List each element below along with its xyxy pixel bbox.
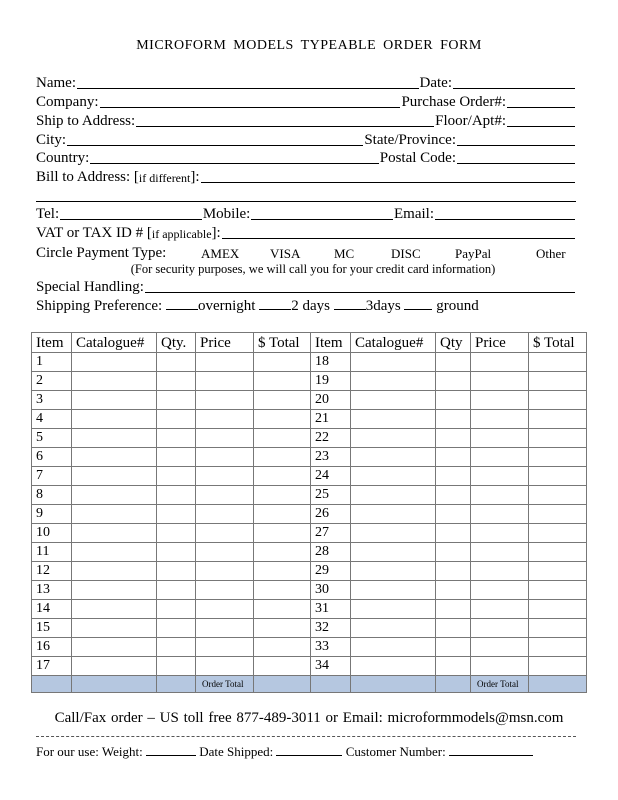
table-row xyxy=(32,448,587,467)
item-number-cell: 29 xyxy=(311,562,351,581)
ship-to-label: Ship to Address: xyxy=(36,113,136,129)
price-cell[interactable] xyxy=(196,486,254,505)
table-row xyxy=(32,543,587,562)
vat-row xyxy=(36,223,576,242)
name-date-row xyxy=(36,73,576,92)
state-field[interactable] xyxy=(457,131,575,146)
table-row xyxy=(32,581,587,600)
total-cell[interactable] xyxy=(529,486,587,505)
country-row xyxy=(36,148,576,167)
price-cell[interactable] xyxy=(196,391,254,410)
contact-row xyxy=(36,204,576,223)
header-item-right: Item xyxy=(311,333,351,353)
catalogue-cell[interactable] xyxy=(351,505,436,524)
payment-row xyxy=(36,243,576,262)
shipping-preference-row xyxy=(36,296,479,315)
item-number-cell: 1 xyxy=(32,353,72,372)
contact-line: Call/Fax order – US toll free 877-489-3011 or Email: microformmodels@msn.com xyxy=(54,710,564,726)
total-row-spacer xyxy=(157,676,196,693)
table-row xyxy=(32,391,587,410)
price-cell[interactable] xyxy=(471,524,529,543)
table-row xyxy=(32,562,587,581)
qty-cell[interactable] xyxy=(436,391,471,410)
catalogue-cell[interactable] xyxy=(351,524,436,543)
catalogue-cell[interactable] xyxy=(351,448,436,467)
vat-label-end: ]: xyxy=(211,225,221,241)
item-number-cell: 19 xyxy=(311,372,351,391)
catalogue-cell[interactable] xyxy=(72,562,157,581)
item-number-cell: 18 xyxy=(311,353,351,372)
shipping-3days-blank[interactable] xyxy=(334,296,366,310)
payment-option-disc[interactable]: DISC xyxy=(391,246,421,261)
qty-cell[interactable] xyxy=(157,505,196,524)
catalogue-cell[interactable] xyxy=(72,543,157,562)
price-cell[interactable] xyxy=(196,524,254,543)
bill-to-label-end: ]: xyxy=(190,169,200,185)
total-cell[interactable] xyxy=(254,486,311,505)
total-cell[interactable] xyxy=(254,391,311,410)
catalogue-cell[interactable] xyxy=(72,581,157,600)
catalogue-cell[interactable] xyxy=(72,429,157,448)
table-row xyxy=(32,429,587,448)
total-cell[interactable] xyxy=(254,638,311,657)
order-total-value[interactable] xyxy=(254,676,311,693)
header-catalogue-right: Catalogue# xyxy=(351,333,436,353)
date-shipped-label: Date Shipped: xyxy=(199,744,274,759)
total-cell[interactable] xyxy=(254,524,311,543)
total-cell[interactable] xyxy=(529,638,587,657)
shipping-ground-label: ground xyxy=(436,298,479,314)
order-total-row xyxy=(32,676,587,693)
dashed-divider xyxy=(36,736,576,737)
total-cell[interactable] xyxy=(529,391,587,410)
price-cell[interactable] xyxy=(196,429,254,448)
item-number-cell: 2 xyxy=(32,372,72,391)
catalogue-cell[interactable] xyxy=(72,391,157,410)
total-cell[interactable] xyxy=(254,562,311,581)
item-number-cell: 30 xyxy=(311,581,351,600)
weight-label: For our use: Weight: xyxy=(36,744,143,759)
floor-label: Floor/Apt#: xyxy=(435,113,506,129)
payment-option-mc[interactable]: MC xyxy=(334,246,355,261)
qty-cell[interactable] xyxy=(436,353,471,372)
catalogue-cell[interactable] xyxy=(72,372,157,391)
table-row xyxy=(32,372,587,391)
qty-cell[interactable] xyxy=(157,524,196,543)
item-number-cell: 27 xyxy=(311,524,351,543)
table-row xyxy=(32,638,587,657)
total-cell[interactable] xyxy=(529,562,587,581)
bill-to-field[interactable] xyxy=(201,168,575,183)
item-number-cell: 7 xyxy=(32,467,72,486)
qty-cell[interactable] xyxy=(157,429,196,448)
total-cell[interactable] xyxy=(254,600,311,619)
price-cell[interactable] xyxy=(196,410,254,429)
ship-to-field[interactable] xyxy=(136,112,434,127)
qty-cell[interactable] xyxy=(436,600,471,619)
qty-cell[interactable] xyxy=(157,657,196,676)
qty-cell[interactable] xyxy=(157,581,196,600)
price-cell[interactable] xyxy=(471,372,529,391)
office-use-row xyxy=(36,744,533,760)
total-row-spacer xyxy=(72,676,157,693)
country-label: Country: xyxy=(36,150,90,166)
qty-cell[interactable] xyxy=(436,429,471,448)
price-cell[interactable] xyxy=(471,600,529,619)
shipping-2days-blank[interactable] xyxy=(259,296,291,310)
total-cell[interactable] xyxy=(254,429,311,448)
table-row xyxy=(32,353,587,372)
header-qty-right: Qty xyxy=(436,333,471,353)
qty-cell[interactable] xyxy=(436,467,471,486)
catalogue-cell[interactable] xyxy=(72,619,157,638)
qty-cell[interactable] xyxy=(436,410,471,429)
item-number-cell: 12 xyxy=(32,562,72,581)
qty-cell[interactable] xyxy=(157,391,196,410)
catalogue-cell[interactable] xyxy=(72,524,157,543)
city-row xyxy=(36,130,576,149)
table-row xyxy=(32,657,587,676)
price-cell[interactable] xyxy=(471,486,529,505)
order-table xyxy=(31,332,587,693)
total-cell[interactable] xyxy=(529,657,587,676)
item-number-cell: 33 xyxy=(311,638,351,657)
catalogue-cell[interactable] xyxy=(351,562,436,581)
catalogue-cell[interactable] xyxy=(351,391,436,410)
item-number-cell: 11 xyxy=(32,543,72,562)
item-number-cell: 21 xyxy=(311,410,351,429)
item-number-cell: 16 xyxy=(32,638,72,657)
table-row xyxy=(32,619,587,638)
qty-cell[interactable] xyxy=(436,448,471,467)
header-qty-left: Qty. xyxy=(157,333,196,353)
price-cell[interactable] xyxy=(471,619,529,638)
vat-label: VAT or TAX ID # [ xyxy=(36,225,152,241)
bill-to-label: Bill to Address: [ xyxy=(36,169,139,185)
catalogue-cell[interactable] xyxy=(72,467,157,486)
item-number-cell: 34 xyxy=(311,657,351,676)
payment-security-note: (For security purposes, we will call you for your credit card information) xyxy=(130,262,496,276)
postal-field[interactable] xyxy=(457,149,575,164)
email-field[interactable] xyxy=(435,205,575,220)
item-number-cell: 20 xyxy=(311,391,351,410)
header-catalogue-left: Catalogue# xyxy=(72,333,157,353)
total-row-spacer xyxy=(32,676,72,693)
item-number-cell: 6 xyxy=(32,448,72,467)
catalogue-cell[interactable] xyxy=(351,486,436,505)
qty-cell[interactable] xyxy=(436,543,471,562)
vat-note: if applicable xyxy=(151,227,212,241)
ship-to-row xyxy=(36,111,576,130)
table-header-row xyxy=(32,333,587,353)
qty-cell[interactable] xyxy=(157,638,196,657)
total-cell[interactable] xyxy=(254,372,311,391)
mobile-field[interactable] xyxy=(251,205,393,220)
order-total-label-right: Order Total xyxy=(471,676,529,693)
total-cell[interactable] xyxy=(529,581,587,600)
header-total-left: $ Total xyxy=(254,333,311,353)
total-cell[interactable] xyxy=(254,619,311,638)
shipping-overnight-blank[interactable] xyxy=(166,296,198,310)
price-cell[interactable] xyxy=(471,562,529,581)
price-cell[interactable] xyxy=(471,410,529,429)
qty-cell[interactable] xyxy=(157,562,196,581)
item-number-cell: 14 xyxy=(32,600,72,619)
price-cell[interactable] xyxy=(471,429,529,448)
catalogue-cell[interactable] xyxy=(351,467,436,486)
price-cell[interactable] xyxy=(196,353,254,372)
header-price-right: Price xyxy=(471,333,529,353)
price-cell[interactable] xyxy=(471,657,529,676)
item-number-cell: 23 xyxy=(311,448,351,467)
item-number-cell: 15 xyxy=(32,619,72,638)
total-cell[interactable] xyxy=(254,581,311,600)
customer-number-label: Customer Number: xyxy=(345,744,446,759)
qty-cell[interactable] xyxy=(157,467,196,486)
qty-cell[interactable] xyxy=(436,486,471,505)
price-cell[interactable] xyxy=(196,619,254,638)
qty-cell[interactable] xyxy=(157,543,196,562)
catalogue-cell[interactable] xyxy=(351,638,436,657)
item-number-cell: 25 xyxy=(311,486,351,505)
total-cell[interactable] xyxy=(529,467,587,486)
shipping-ground-blank[interactable] xyxy=(404,296,432,310)
mobile-label: Mobile: xyxy=(202,206,251,222)
vat-field[interactable] xyxy=(222,224,575,239)
total-row-spacer xyxy=(436,676,471,693)
shipping-2days-label: 2 days xyxy=(291,298,330,314)
price-cell[interactable] xyxy=(196,638,254,657)
qty-cell[interactable] xyxy=(436,619,471,638)
price-cell[interactable] xyxy=(471,448,529,467)
special-handling-row xyxy=(36,277,576,296)
qty-cell[interactable] xyxy=(436,505,471,524)
company-field[interactable] xyxy=(100,93,401,108)
weight-field[interactable] xyxy=(146,744,196,756)
qty-cell[interactable] xyxy=(157,448,196,467)
form-title: MICROFORM MODELS TYPEABLE ORDER FORM xyxy=(136,38,482,53)
shipping-label: Shipping Preference: xyxy=(36,298,163,314)
price-cell[interactable] xyxy=(196,448,254,467)
price-cell[interactable] xyxy=(196,600,254,619)
qty-cell[interactable] xyxy=(157,619,196,638)
qty-cell[interactable] xyxy=(157,600,196,619)
header-total-right: $ Total xyxy=(529,333,587,353)
price-cell[interactable] xyxy=(196,562,254,581)
date-field[interactable] xyxy=(453,74,575,89)
price-cell[interactable] xyxy=(196,581,254,600)
special-handling-label: Special Handling: xyxy=(36,279,144,295)
qty-cell[interactable] xyxy=(436,524,471,543)
price-cell[interactable] xyxy=(471,543,529,562)
item-number-cell: 13 xyxy=(32,581,72,600)
total-cell[interactable] xyxy=(529,448,587,467)
price-cell[interactable] xyxy=(196,543,254,562)
special-handling-field[interactable] xyxy=(145,278,575,293)
price-cell[interactable] xyxy=(471,638,529,657)
item-number-cell: 31 xyxy=(311,600,351,619)
catalogue-cell[interactable] xyxy=(351,353,436,372)
payment-option-paypal[interactable]: PayPal xyxy=(455,246,492,261)
price-cell[interactable] xyxy=(196,372,254,391)
table-row xyxy=(32,467,587,486)
total-cell[interactable] xyxy=(254,505,311,524)
item-number-cell: 8 xyxy=(32,486,72,505)
total-cell[interactable] xyxy=(529,619,587,638)
state-label: State/Province: xyxy=(364,132,456,148)
customer-number-field[interactable] xyxy=(449,744,533,756)
catalogue-cell[interactable] xyxy=(351,410,436,429)
name-label: Name: xyxy=(36,75,76,91)
catalogue-cell[interactable] xyxy=(72,448,157,467)
bill-to-second-line[interactable] xyxy=(36,201,576,202)
catalogue-cell[interactable] xyxy=(351,581,436,600)
item-number-cell: 32 xyxy=(311,619,351,638)
catalogue-cell[interactable] xyxy=(72,505,157,524)
order-total-value[interactable] xyxy=(529,676,587,693)
total-cell[interactable] xyxy=(254,657,311,676)
qty-cell[interactable] xyxy=(436,581,471,600)
purchase-order-label: Purchase Order#: xyxy=(401,94,506,110)
country-field[interactable] xyxy=(90,149,378,164)
name-field[interactable] xyxy=(77,74,419,89)
qty-cell[interactable] xyxy=(157,372,196,391)
catalogue-cell[interactable] xyxy=(351,619,436,638)
item-number-cell: 10 xyxy=(32,524,72,543)
item-number-cell: 3 xyxy=(32,391,72,410)
qty-cell[interactable] xyxy=(157,353,196,372)
total-cell[interactable] xyxy=(529,353,587,372)
item-number-cell: 28 xyxy=(311,543,351,562)
price-cell[interactable] xyxy=(471,505,529,524)
total-cell[interactable] xyxy=(254,543,311,562)
price-cell[interactable] xyxy=(471,391,529,410)
payment-option-other[interactable]: Other xyxy=(536,246,566,261)
table-row xyxy=(32,524,587,543)
catalogue-cell[interactable] xyxy=(72,657,157,676)
item-number-cell: 17 xyxy=(32,657,72,676)
payment-label: Circle Payment Type: xyxy=(36,245,167,261)
item-number-cell: 4 xyxy=(32,410,72,429)
total-cell[interactable] xyxy=(529,505,587,524)
catalogue-cell[interactable] xyxy=(351,429,436,448)
table-row xyxy=(32,600,587,619)
qty-cell[interactable] xyxy=(436,638,471,657)
item-number-cell: 24 xyxy=(311,467,351,486)
catalogue-cell[interactable] xyxy=(72,486,157,505)
total-cell[interactable] xyxy=(529,429,587,448)
total-row-spacer xyxy=(351,676,436,693)
total-cell[interactable] xyxy=(254,410,311,429)
header-item-left: Item xyxy=(32,333,72,353)
qty-cell[interactable] xyxy=(436,562,471,581)
total-cell[interactable] xyxy=(529,600,587,619)
total-cell[interactable] xyxy=(529,524,587,543)
item-number-cell: 9 xyxy=(32,505,72,524)
payment-option-amex[interactable]: AMEX xyxy=(201,246,240,261)
total-cell[interactable] xyxy=(529,372,587,391)
qty-cell[interactable] xyxy=(157,410,196,429)
order-total-label-left: Order Total xyxy=(196,676,254,693)
total-cell[interactable] xyxy=(529,543,587,562)
catalogue-cell[interactable] xyxy=(351,543,436,562)
price-cell[interactable] xyxy=(196,657,254,676)
city-label: City: xyxy=(36,132,67,148)
total-cell[interactable] xyxy=(254,353,311,372)
table-row xyxy=(32,486,587,505)
price-cell[interactable] xyxy=(196,505,254,524)
tel-label: Tel: xyxy=(36,206,60,222)
table-row xyxy=(32,410,587,429)
qty-cell[interactable] xyxy=(436,372,471,391)
date-label: Date: xyxy=(419,75,452,91)
company-row xyxy=(36,92,576,111)
company-label: Company: xyxy=(36,94,99,110)
catalogue-cell[interactable] xyxy=(351,657,436,676)
floor-field[interactable] xyxy=(507,112,575,127)
price-cell[interactable] xyxy=(471,581,529,600)
total-row-spacer xyxy=(311,676,351,693)
catalogue-cell[interactable] xyxy=(72,410,157,429)
header-price-left: Price xyxy=(196,333,254,353)
item-number-cell: 22 xyxy=(311,429,351,448)
price-cell[interactable] xyxy=(471,467,529,486)
total-cell[interactable] xyxy=(529,410,587,429)
qty-cell[interactable] xyxy=(157,486,196,505)
total-cell[interactable] xyxy=(254,467,311,486)
payment-option-visa[interactable]: VISA xyxy=(270,246,301,261)
postal-label: Postal Code: xyxy=(379,150,456,166)
price-cell[interactable] xyxy=(196,467,254,486)
table-row xyxy=(32,505,587,524)
item-number-cell: 5 xyxy=(32,429,72,448)
bill-to-row xyxy=(36,167,576,186)
catalogue-cell[interactable] xyxy=(72,353,157,372)
shipping-overnight-label: overnight xyxy=(197,298,256,314)
city-field[interactable] xyxy=(67,131,363,146)
catalogue-cell[interactable] xyxy=(351,600,436,619)
tel-field[interactable] xyxy=(60,205,202,220)
catalogue-cell[interactable] xyxy=(72,638,157,657)
shipping-3days-label: 3days xyxy=(365,298,401,314)
item-number-cell: 26 xyxy=(311,505,351,524)
bill-to-note: if different xyxy=(138,171,191,185)
price-cell[interactable] xyxy=(471,353,529,372)
date-shipped-field[interactable] xyxy=(276,744,342,756)
catalogue-cell[interactable] xyxy=(351,372,436,391)
purchase-order-field[interactable] xyxy=(507,93,575,108)
catalogue-cell[interactable] xyxy=(72,600,157,619)
qty-cell[interactable] xyxy=(436,657,471,676)
email-label: Email: xyxy=(394,206,435,222)
total-cell[interactable] xyxy=(254,448,311,467)
